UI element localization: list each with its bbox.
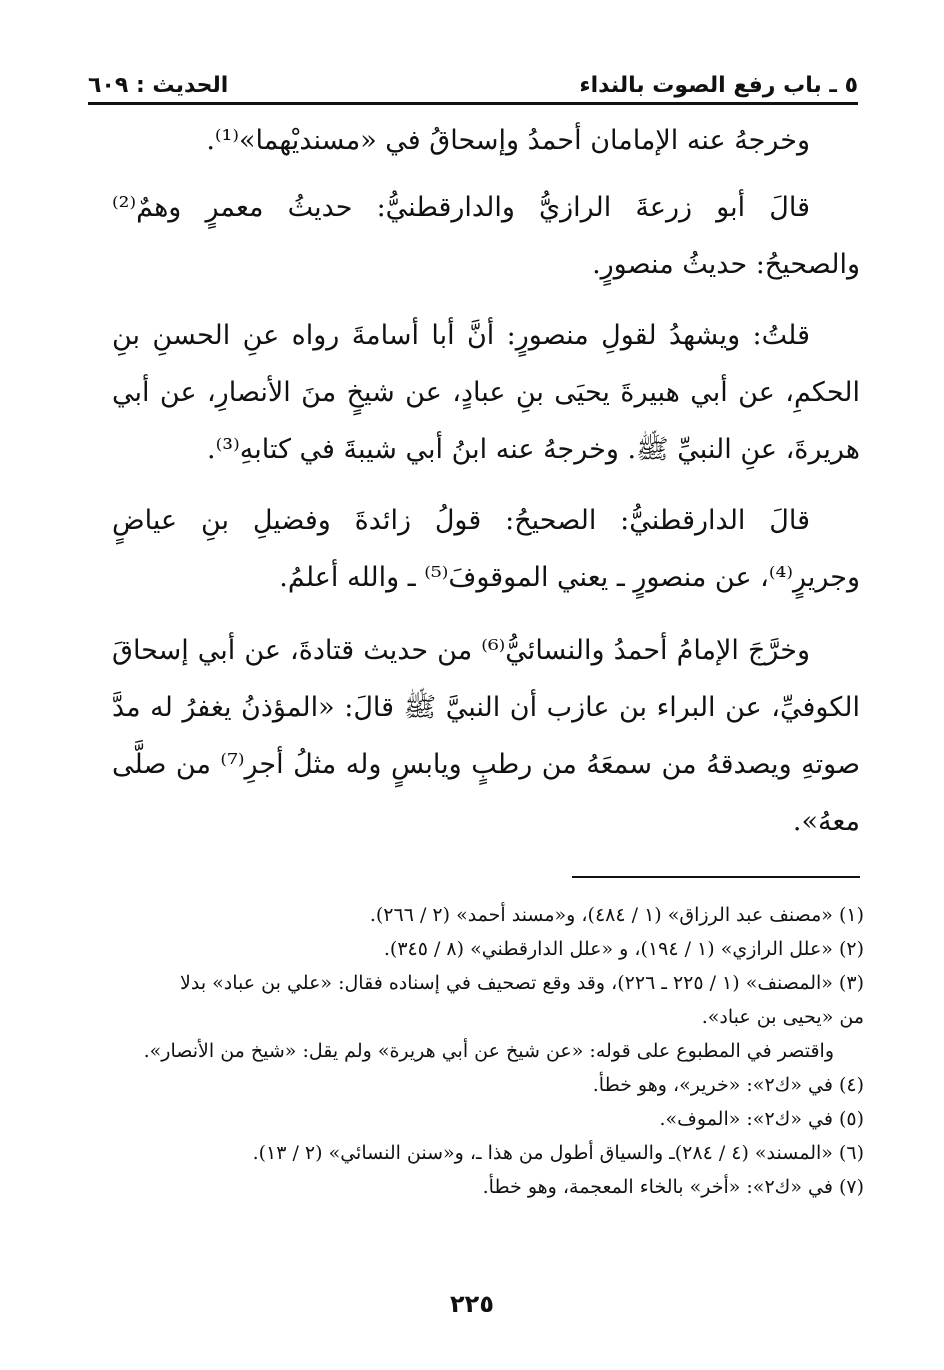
paragraph: وخرَّجَ الإمامُ أحمدُ والنسائيُّ⁽⁶⁾ من حديث قتادةَ، عن أبي إسحاقَ الكوفيِّ، عن البراء بن عازب أن النبيَّ ﷺ قالَ: «المؤذنُ يغفرُ له مدَّ صوتهِ ويصدقهُ من سمعَهُ من رطبٍ ويابسٍ وله مثلُ أجرِ⁽⁷⁾ من صلَّى معهُ». [112,635,860,837]
paragraph: وخرجهُ عنه الإمامان أحمدُ وإسحاقُ في «مسنديْهما»⁽¹⁾. [206,125,810,156]
footnote-continuation: من «يحيى بن عباد». [701,1006,864,1028]
paragraph: قالَ أبو زرعةَ الرازيُّ والدارقطنيُّ: حديثُ معمرٍ وهمٌ⁽²⁾ والصحيحُ: حديثُ منصورٍ. [112,192,860,280]
page-number: ٢٢٥ [450,1290,494,1318]
footnote-continuation: واقتصر في المطبوع على قوله: «عن شيخ عن أبي هريرة» ولم يقل: «شيخ من الأنصار». [143,1040,834,1062]
footnote: (٣) «المصنف» (١ / ٢٢٥ ـ ٢٢٦)، وقد وقع تصحيف في إسناده فقال: «علي بن عباد» بدلا [180,972,864,994]
footnote: (٢) «علل الرازي» (١ / ١٩٤)، و «علل الدارقطني» (٨ / ٣٤٥). [383,938,864,960]
paragraph: قالَ الدارقطنيُّ: الصحيحُ: قولُ زائدةَ وفضيلِ بنِ عياضٍ وجريرٍ⁽⁴⁾، عن منصورٍ ـ يعني الموقوفَ⁽⁵⁾ ـ والله أعلمُ. [112,505,860,593]
footnote: (٧) في «ك٢»: «أخر» بالخاء المعجمة، وهو خطأ. [482,1176,864,1198]
main-text [112,112,860,862]
hadith-reference: الحديث : ٦٠٩ [88,73,229,98]
chapter-title: ٥ ـ باب رفع الصوت بالنداء [579,73,858,98]
footnote: (٥) في «ك٢»: «الموف». [659,1108,864,1130]
footnote-separator [572,876,860,878]
footnotes [130,898,864,1204]
paragraph: قلتُ: ويشهدُ لقولِ منصورٍ: أنَّ أبا أسامةَ رواه عنِ الحسنِ بنِ الحكمِ، عن أبي هبيرةَ يحيَى بنِ عبادٍ، عن شيخٍ منَ الأنصارِ، عن أبي هريرةَ، عنِ النبيِّ ﷺ. وخرجهُ عنه ابنُ أبي شيبةَ في كتابهِ⁽³⁾. [112,320,860,465]
footnote: (٤) في «ك٢»: «خرير»، وهو خطأ. [592,1074,864,1096]
running-header [88,62,858,105]
footnote: (١) «مصنف عبد الرزاق» (١ / ٤٨٤)، و«مسند أحمد» (٢ / ٢٦٦). [369,904,864,926]
footnote: (٦) «المسند» (٤ / ٢٨٤)ـ والسياق أطول من هذا ـ، و«سنن النسائي» (٢ / ١٣). [252,1142,864,1164]
